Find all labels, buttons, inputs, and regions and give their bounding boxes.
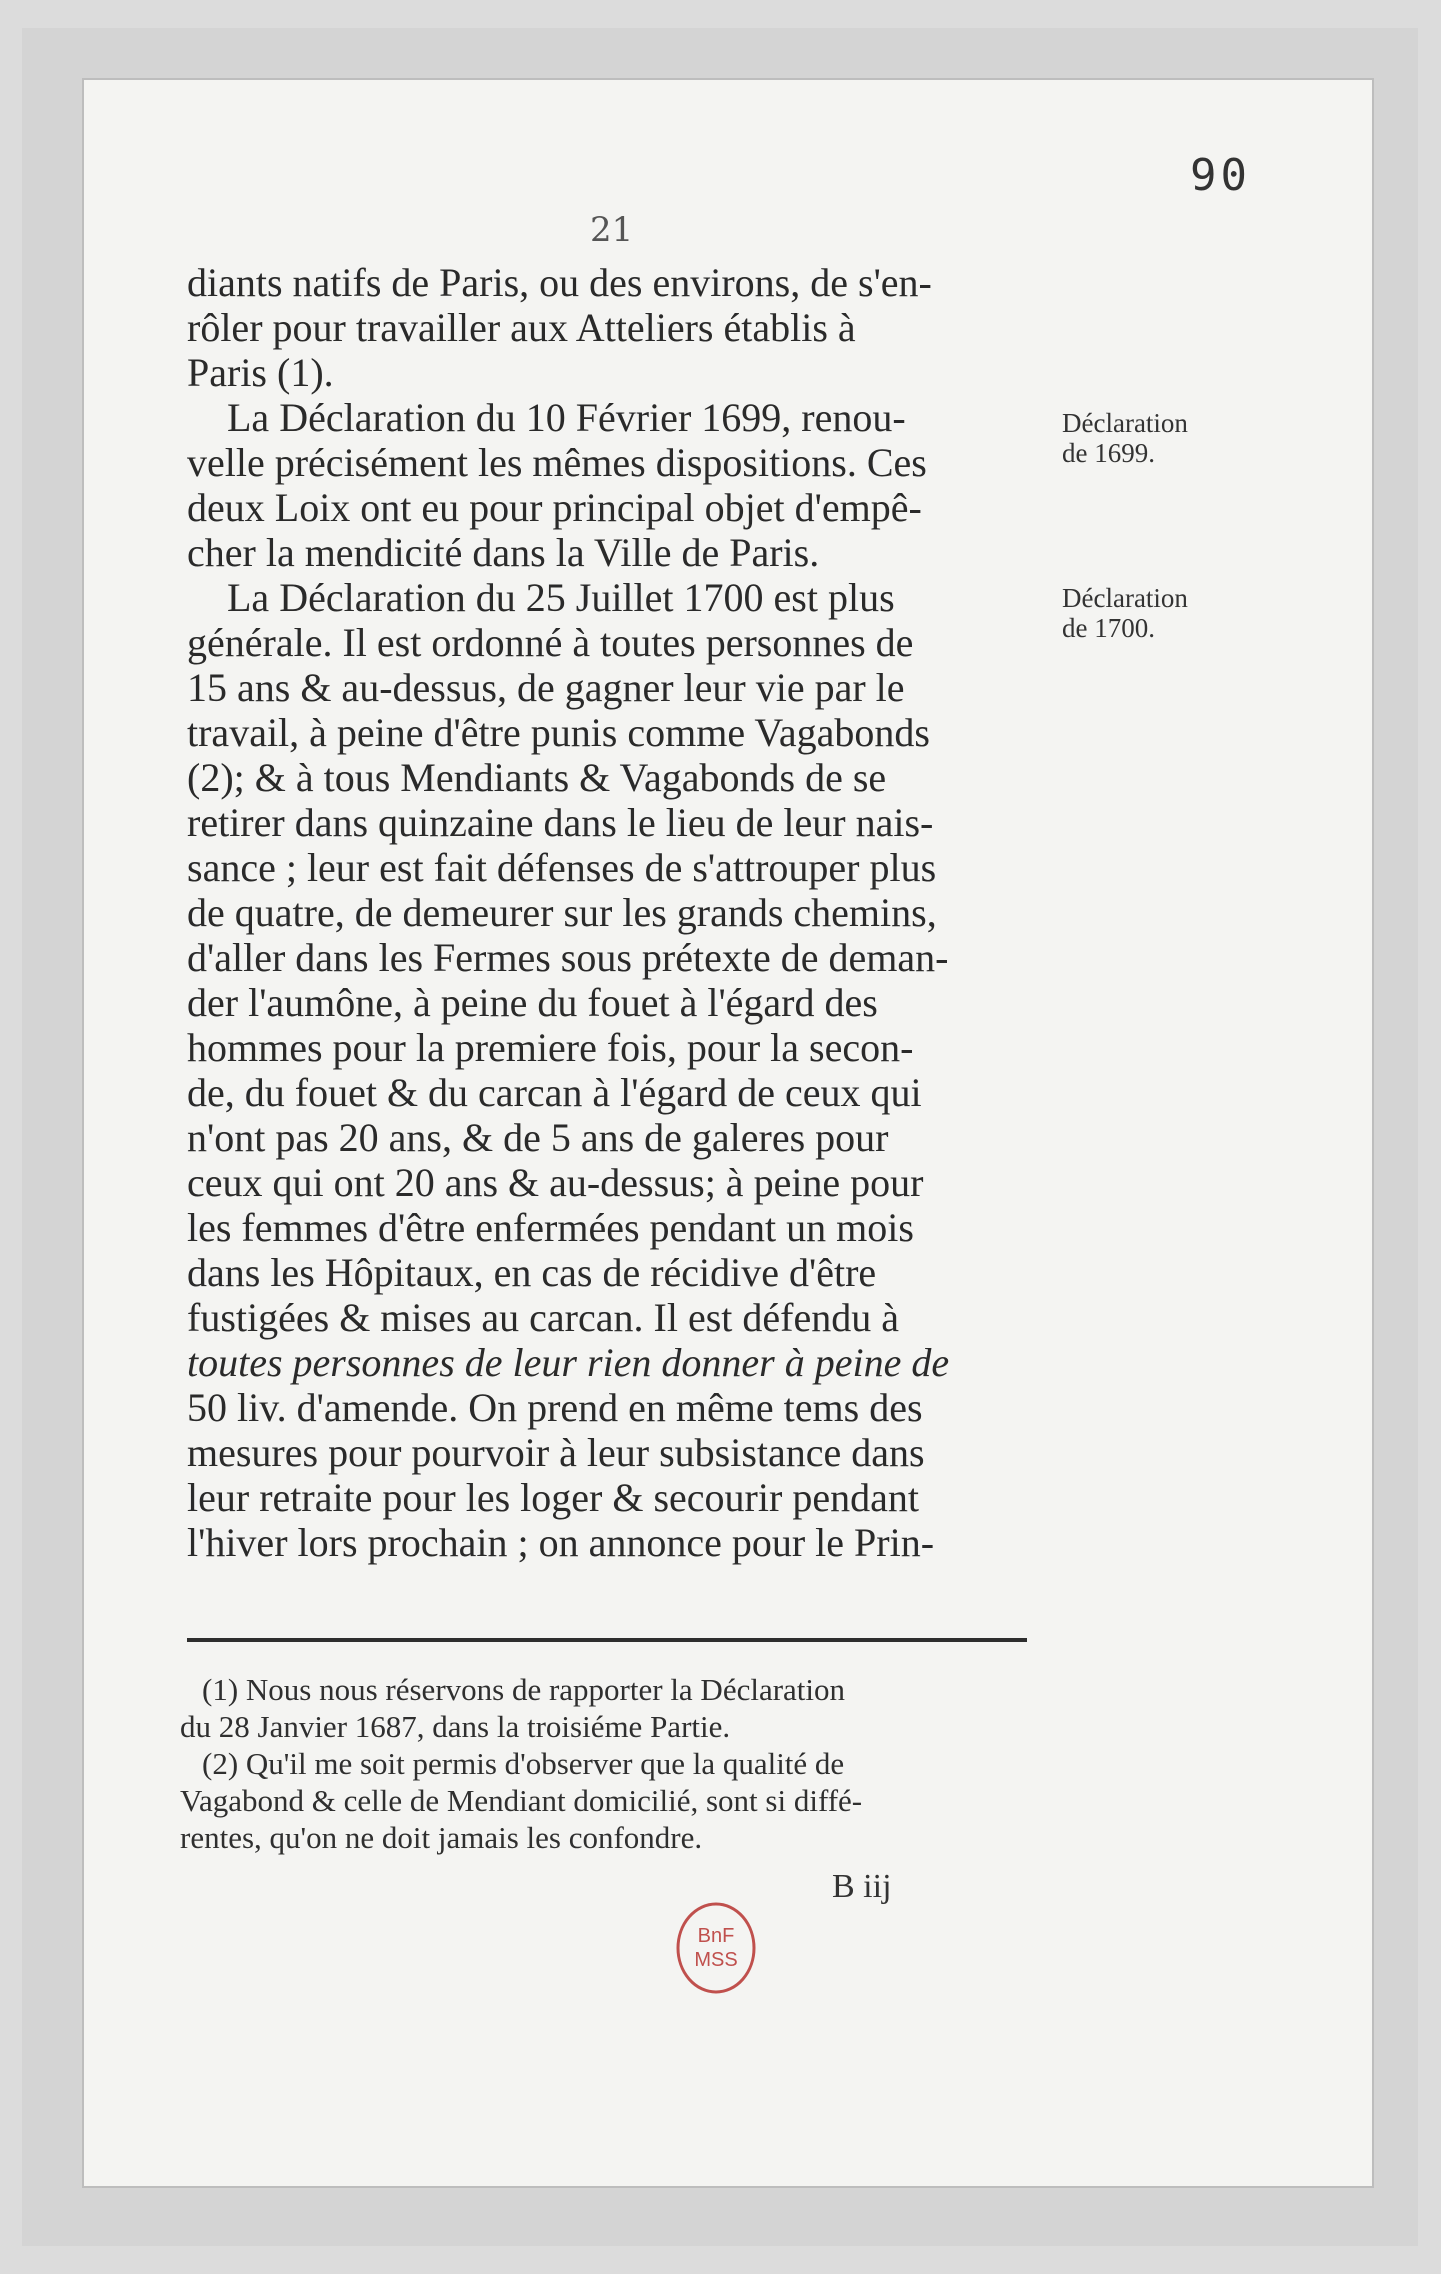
text-line: mesures pour pourvoir à leur subsistance dans xyxy=(187,1430,925,1475)
body-text xyxy=(187,260,1049,1565)
text-line: diants natifs de Paris, ou des environs, de s'en- xyxy=(187,260,932,305)
text-line: deux Loix ont eu pour principal objet d'empê- xyxy=(187,485,922,530)
margin-note-line: Déclaration xyxy=(1062,583,1188,613)
text-line: La Déclaration du 25 Juillet 1700 est plus xyxy=(227,575,895,620)
text-line: (2); & à tous Mendiants & Vagabonds de se xyxy=(187,755,887,800)
margin-note-1700 xyxy=(1062,583,1188,643)
text-line: de quatre, de demeurer sur les grands chemins, xyxy=(187,890,937,935)
text-line: ceux qui ont 20 ans & au-dessus; à peine pour xyxy=(187,1160,924,1205)
text-line: 15 ans & au-dessus, de gagner leur vie par le xyxy=(187,665,905,710)
text-line: leur retraite pour les loger & secourir pendant xyxy=(187,1475,919,1520)
text-line: La Déclaration du 10 Février 1699, renou- xyxy=(227,395,906,440)
library-stamp-icon xyxy=(668,1900,764,1996)
margin-note-1699 xyxy=(1062,408,1188,468)
text-line: rôler pour travailler aux Atteliers établis à xyxy=(187,305,856,350)
footnote-line: (2) Qu'il me soit permis d'observer que la qualité de xyxy=(202,1746,845,1781)
text-line: dans les Hôpitaux, en cas de récidive d'être xyxy=(187,1250,877,1295)
text-line: l'hiver lors prochain ; on annonce pour le Prin- xyxy=(187,1520,935,1565)
text-line: der l'aumône, à peine du fouet à l'égard des xyxy=(187,980,878,1025)
text-line: travail, à peine d'être punis comme Vagabonds xyxy=(187,710,930,755)
footnote-line: Vagabond & celle de Mendiant domicilié, sont si diffé- xyxy=(180,1783,863,1818)
text-line: hommes pour la premiere fois, pour la secon- xyxy=(187,1025,914,1070)
text-line: fustigées & mises au carcan. Il est défendu à xyxy=(187,1295,899,1340)
folio-number: 90 xyxy=(1190,150,1251,201)
text-line: sance ; leur est fait défenses de s'attrouper plus xyxy=(187,845,937,890)
footnote-line: (1) Nous nous réservons de rapporter la Déclaration xyxy=(202,1672,846,1707)
text-line: toutes personnes de leur rien donner à peine de xyxy=(187,1340,950,1385)
footnotes xyxy=(180,1672,1060,1857)
text-line: les femmes d'être enfermées pendant un mois xyxy=(187,1205,914,1250)
text-line: n'ont pas 20 ans, & de 5 ans de galeres pour xyxy=(187,1115,889,1160)
stamp-line-2: MSS xyxy=(694,1949,738,1971)
text-line: retirer dans quinzaine dans le lieu de leur nais- xyxy=(187,800,934,845)
text-line: générale. Il est ordonné à toutes personnes de xyxy=(187,620,914,665)
stamp-line-1: BnF xyxy=(697,1925,735,1947)
margin-note-line: de 1699. xyxy=(1062,438,1155,468)
page-number: 21 xyxy=(590,210,634,250)
margin-note-line: Déclaration xyxy=(1062,408,1188,438)
signature-mark: B iij xyxy=(832,1868,892,1905)
text-line: 50 liv. d'amende. On prend en même tems des xyxy=(187,1385,923,1430)
footnote-line: rentes, qu'on ne doit jamais les confondre. xyxy=(180,1820,703,1855)
text-line: cher la mendicité dans la Ville de Paris. xyxy=(187,530,820,575)
text-line: Paris (1). xyxy=(187,350,334,395)
footnote-divider xyxy=(187,1638,1027,1642)
text-line: d'aller dans les Fermes sous prétexte de deman- xyxy=(187,935,949,980)
margin-note-line: de 1700. xyxy=(1062,613,1155,643)
text-line: velle précisément les mêmes dispositions. Ces xyxy=(187,440,927,485)
footnote-line: du 28 Janvier 1687, dans la troisiéme Partie. xyxy=(180,1709,731,1744)
text-line: de, du fouet & du carcan à l'égard de ceux qui xyxy=(187,1070,922,1115)
